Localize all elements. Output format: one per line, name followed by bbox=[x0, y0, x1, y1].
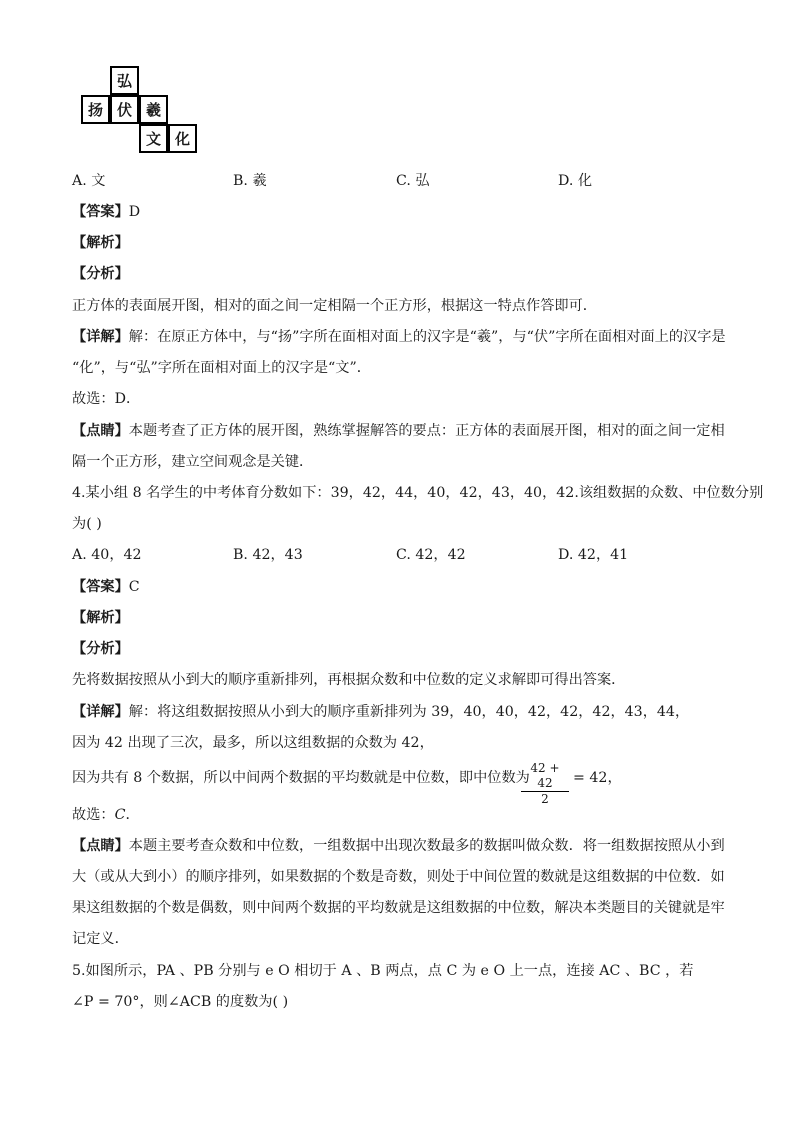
answer-value: C bbox=[128, 579, 140, 595]
answer-tag: 【答案】 bbox=[72, 579, 129, 595]
q4-xiangjie-line2: 因为 42 出现了三次，最多，所以这组数据的众数为 42， bbox=[72, 735, 434, 751]
q4-dianjing-line3: 果这组数据的个数是偶数，则中间两个数据的平均数就是这组数据的中位数，解决本类题目的关键就是牢 bbox=[72, 900, 725, 916]
dianjing-tag: 【点睛】 bbox=[72, 423, 129, 439]
q3-fenxi-heading: 【分析】 bbox=[72, 266, 129, 282]
fraction-denominator: 2 bbox=[541, 792, 549, 806]
net-cell-mid: 伏 bbox=[110, 95, 139, 124]
q3-option-c: C. 弘 bbox=[396, 173, 430, 189]
q4-stem-line1: 4.某小组 8 名学生的中考体育分数如下：39，42，44，40，42，43，40，42.该组数据的众数、中位数分别 bbox=[72, 485, 764, 501]
q4-stem-line2: 为( ) bbox=[72, 516, 102, 532]
xiangjie-text: 解：在原正方体中，与“扬”字所在面相对面上的汉字是“羲”，与“伏”字所在面相对面上的汉字是 bbox=[128, 329, 726, 345]
guxuan-var: C bbox=[114, 807, 126, 823]
q4-fenxi-heading: 【分析】 bbox=[72, 641, 129, 657]
q5-stem-line1: 5.如图所示，PA 、PB 分别与 e O 相切于 A 、B 两点，点 C 为 e O 上一点，连接 AC 、BC ，若 bbox=[72, 963, 694, 979]
median-fraction bbox=[521, 761, 569, 807]
xiangjie-text: 解：将这组数据按照从小到大的顺序重新排列为 39，40，40，42，42，42，43，44， bbox=[128, 704, 690, 720]
q4-jiexi-heading: 【解析】 bbox=[72, 610, 129, 626]
net-cell-left: 扬 bbox=[81, 95, 110, 124]
xiangjie-tag: 【详解】 bbox=[72, 329, 129, 345]
q3-dianjing-line1 bbox=[72, 421, 725, 441]
q3-guxuan: 故选：D． bbox=[72, 391, 141, 407]
q4-fenxi-text: 先将数据按照从小到大的顺序重新排列，再根据众数和中位数的定义求解即可得出答案． bbox=[72, 672, 626, 688]
q4-xiangjie-line1 bbox=[72, 702, 689, 722]
q3-option-b: B. 羲 bbox=[233, 173, 267, 189]
q4-dianjing-line1 bbox=[72, 836, 725, 856]
q3-xiangjie-line2: “化”，与“弘”字所在面相对面上的汉字是“文”． bbox=[72, 360, 371, 376]
q3-option-a: A. 文 bbox=[72, 173, 106, 189]
q3-answer bbox=[72, 202, 140, 222]
cube-net-figure bbox=[81, 66, 201, 158]
fraction-numerator: 42 + 42 bbox=[521, 761, 569, 792]
q3-dianjing-line2: 隔一个正方形，建立空间观念是关键． bbox=[72, 454, 314, 470]
q4-option-d: D. 42，41 bbox=[558, 547, 629, 563]
dianjing-text: 本题主要考查众数和中位数，一组数据中出现次数最多的数据叫做众数．将一组数据按照从小到 bbox=[128, 838, 725, 854]
q4-answer bbox=[72, 577, 140, 597]
q3-option-d: D. 化 bbox=[558, 173, 593, 189]
q4-xiangjie-line3: 因为共有 8 个数据，所以中间两个数据的平均数就是中位数，即中位数为 bbox=[72, 770, 530, 786]
q4-dianjing-line4: 记定义． bbox=[72, 931, 129, 947]
q3-xiangjie-line1 bbox=[72, 327, 726, 347]
fraction-result: = 42， bbox=[573, 770, 622, 786]
guxuan-suffix: ． bbox=[125, 807, 140, 823]
guxuan-prefix: 故选： bbox=[72, 807, 115, 823]
net-cell-bottom-left: 文 bbox=[139, 124, 168, 153]
q4-dianjing-line2: 大（或从大到小）的顺序排列，如果数据的个数是奇数，则处于中间位置的数就是这组数据的中位数．如 bbox=[72, 869, 725, 885]
q5-stem-line2: ∠P = 70°，则∠ACB 的度数为( ) bbox=[72, 994, 289, 1010]
q4-option-a: A. 40，42 bbox=[72, 547, 142, 563]
net-cell-bottom-right: 化 bbox=[168, 124, 197, 153]
answer-tag: 【答案】 bbox=[72, 204, 129, 220]
xiangjie-tag: 【详解】 bbox=[72, 704, 129, 720]
dianjing-tag: 【点睛】 bbox=[72, 838, 129, 854]
q3-fenxi-text: 正方体的表面展开图，相对的面之间一定相隔一个正方形，根据这一特点作答即可． bbox=[72, 298, 597, 314]
q4-option-c: C. 42，42 bbox=[396, 547, 466, 563]
net-cell-top: 弘 bbox=[110, 66, 139, 95]
answer-value: D bbox=[128, 204, 141, 220]
net-cell-right: 羲 bbox=[139, 95, 168, 124]
dianjing-text: 本题考查了正方体的展开图，熟练掌握解答的要点：正方体的表面展开图，相对的面之间一定相 bbox=[128, 423, 725, 439]
q3-jiexi-heading: 【解析】 bbox=[72, 235, 129, 251]
q4-option-b: B. 42，43 bbox=[233, 547, 303, 563]
q4-guxuan bbox=[72, 805, 140, 825]
